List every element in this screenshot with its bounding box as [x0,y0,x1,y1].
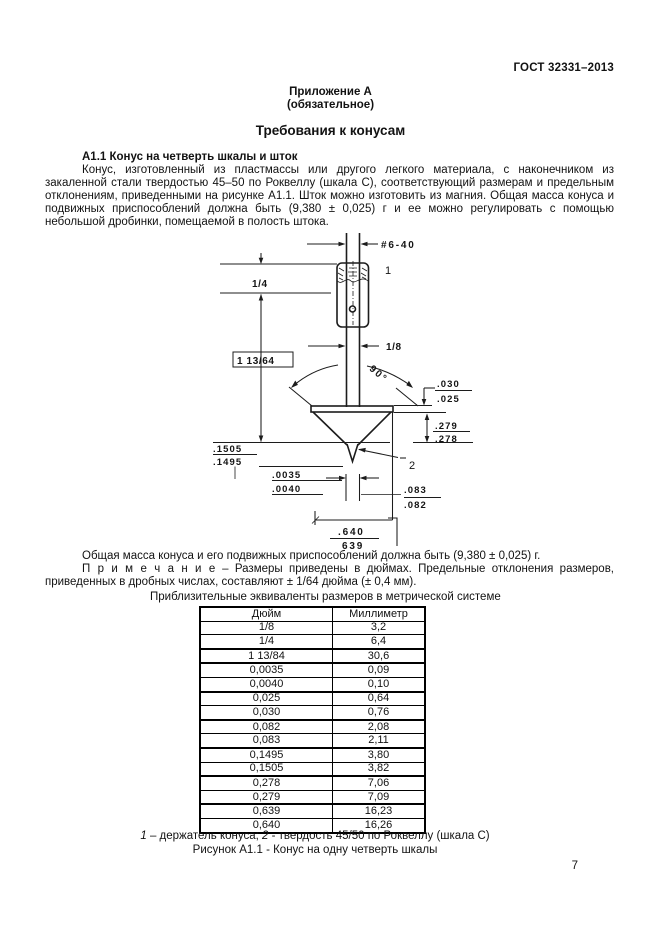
shank-upper: .083 [404,485,427,496]
legend-text-1: – держатель конуса; [146,830,263,842]
table-title: Приблизительные эквиваленты размеров в метрической системе [150,591,501,603]
base-upper: .640 [338,527,365,538]
table-cell: 0,76 [333,706,426,720]
table-cell: 0,0035 [200,663,333,677]
quarter-dim-label: 1/4 [252,279,268,290]
flange-upper: .030 [437,379,460,390]
dim-height [233,294,293,442]
note-label: П р и м е ч а н и е [82,563,216,575]
table-cell: 6,4 [333,635,426,649]
figure-legend [15,830,615,842]
table-cell: 0,025 [200,692,333,706]
height-dim-label: 1 13/64 [237,356,275,367]
table-cell: 0,09 [333,663,426,677]
table-cell: 7,09 [333,790,426,804]
dim-tip-length [213,443,390,480]
table-cell: 0,278 [200,776,333,790]
table-row [200,706,425,720]
table-row [200,790,425,804]
cone-height-upper: .279 [435,421,458,432]
table-cell: 0,083 [200,734,333,748]
table-cell: 1 13/84 [200,649,333,664]
stem-dim-label: 1/8 [386,342,402,353]
shank-lower: .082 [404,500,427,511]
dim-base-diameter [312,412,397,552]
dim-shank [361,485,441,511]
legend-num-1: 1 [140,830,147,842]
dim-quarter [220,253,337,293]
table-cell: 1/8 [200,621,333,635]
table-header-cell: Дюйм [200,607,333,621]
table-body [200,621,425,832]
part1-label: 1 [385,265,392,277]
table-row [200,762,425,776]
annex-title: Приложение А [289,86,372,98]
intro-paragraph: Конус, изготовленный из пластмассы или другого легкого материала, с наконечником из закаленной стали твердостью 45–50 по Роквеллу (шкала С), соответствующий размерам и предельным отклонениям, приведенными на рисунке А1.1. Шток можно изготовить из магния. Общая масса конуса и подвижных приспособлений должна быть (9,380 ± 0,025) г и ее можно регулировать с помощью небольшой дробинки, помещаемой в полость штока. [45,164,614,228]
thread-callout: #6-40 [381,240,416,251]
table-row [200,776,425,790]
table-row [200,621,425,635]
note-paragraph [45,563,614,589]
table-cell: 3,2 [333,621,426,635]
table-cell: 1/4 [200,635,333,649]
table-row [200,720,425,734]
table-row [200,663,425,677]
stem-lines [347,233,360,407]
table-cell: 0,639 [200,804,333,818]
dim-cone-height [413,414,473,446]
table-row [200,649,425,664]
section-heading: А1.1 Конус на четверть шкалы и шток [82,151,298,163]
table-row [200,734,425,748]
note-text: – Размеры приведены в дюймах. Предельные отклонения размеров, приведенных в дробных числах, составляют ± 1/64 дюйма (± 0,4 мм). [45,563,615,588]
table-row [200,677,425,691]
figure-a11-drawing [195,231,535,561]
tip-flat-lower: .0040 [272,484,302,495]
table-row [200,692,425,706]
annex-heading [0,86,661,112]
angle-label: 90° [366,363,390,386]
dim-tip-flat [272,470,379,501]
table-cell: 0,10 [333,677,426,691]
table-cell: 16,26 [333,818,426,832]
table-cell: 0,0040 [200,677,333,691]
flange-lower: .025 [437,394,460,405]
table-cell: 3,82 [333,762,426,776]
tip-length-lower: .1495 [213,457,243,468]
cone-body [311,406,393,462]
doc-number: ГОСТ 32331–2013 [513,62,614,74]
mass-paragraph: Общая масса конуса и его подвижных приспособлений должна быть (9,380 ± 0,025) г. [82,550,541,562]
table-cell: 16,23 [333,804,426,818]
page-number: 7 [571,860,578,872]
cone-height-lower: .278 [435,434,458,445]
page-title: Требования к конусам [255,123,406,138]
tip-length-upper: .1505 [213,444,243,455]
table-cell: 0,030 [200,706,333,720]
table-row [200,804,425,818]
cone-angle-annotation [289,364,418,406]
figure-caption: Рисунок А1.1 - Конус на одну четверть шкалы [192,844,438,856]
table-header-cell: Миллиметр [333,607,426,621]
table-cell: 30,6 [333,649,426,664]
part2-label: 2 [409,460,416,472]
legend-num-2: 2 [262,830,269,842]
dim-stem-width [308,342,402,353]
table-cell: 7,06 [333,776,426,790]
table-row [200,748,425,762]
tip-flat-upper: .0035 [272,470,302,481]
table-cell: 0,640 [200,818,333,832]
table-cell: 2,08 [333,720,426,734]
table-header-row [200,607,425,621]
table-cell: 0,1505 [200,762,333,776]
dim-thread [307,240,416,251]
table-cell: 2,11 [333,734,426,748]
part2-leader [358,448,415,472]
table-cell: 3,80 [333,748,426,762]
table-cell: 0,1495 [200,748,333,762]
table-cell: 0,082 [200,720,333,734]
annex-type: (обязательное) [286,99,375,111]
table-row [200,635,425,649]
equivalents-table [199,606,426,834]
legend-text-2: - твердость 45/50 по Роквеллу (шкала С) [268,830,490,842]
base-lower: 639 [342,541,365,552]
table-cell: 0,279 [200,790,333,804]
table-cell: 0,64 [333,692,426,706]
